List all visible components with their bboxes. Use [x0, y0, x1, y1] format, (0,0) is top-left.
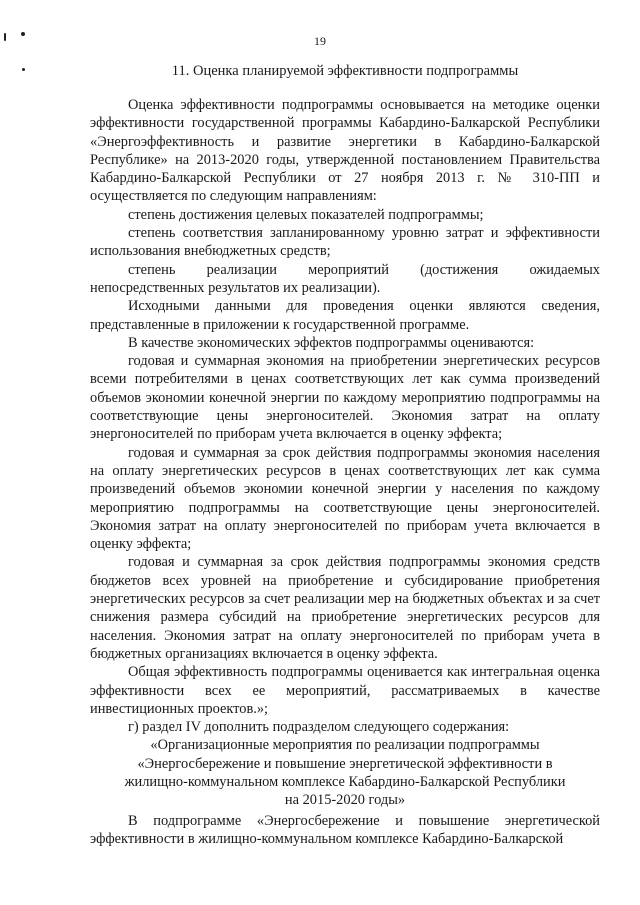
paragraph: степень соответствия запланированному уровню затрат и эффективности использования внебюджетных средств; [90, 225, 600, 260]
paragraph: годовая и суммарная за срок действия подпрограммы экономия средств бюджетов всех уровней на приобретение и субсидирование приобретения энергетических ресурсов за счет реализации мер на бюджетных объектах и за счет снижения размера субсидий на приобретение энергетических ресурсов для населения. Экономия затрат на оплату энергоносителей по приборам учета в бюджетных организациях включается в оценку эффекта. [90, 554, 600, 662]
paragraph: В подпрограмме «Энергосбережение и повышение энергетической эффективности в жилищно-коммунальном комплексе Кабардино-Балкарской [90, 813, 600, 848]
paragraph: годовая и суммарная за срок действия подпрограммы экономия населения на оплату энергетических ресурсов в ценах соответствующих лет как сумма произведений объемов экономии конечной энергии у населения по каждому мероприятию подпрограммы на соответствующие цены энергоносителей. Экономия затрат на оплату энергоносителей по приборам учета включается в оценку эффекта; [90, 444, 600, 553]
centered-title-line: на 2015-2020 годы» [284, 792, 406, 809]
paragraph: г) раздел IV дополнить подразделом следующего содержания: [128, 719, 510, 736]
paragraph: степень достижения целевых показателей подпрограммы; [128, 206, 484, 223]
paragraph: Общая эффективность подпрограммы оценивается как интегральная оценка эффективности всех ее мероприятий, рассматриваемых в качестве инвестиционных проектов.»; [90, 664, 600, 717]
paragraph: годовая и суммарная экономия на приобретении энергетических ресурсов всеми потребителями в ценах соответствующих лет как сумма произведений объемов экономии конечной энергии по каждому мероприятию подпрограммы на соответствующие цены энергоносителей. Экономия затрат на оплату энергоносителей по приборам учета включается в оценку эффекта; [90, 353, 600, 443]
page-number: 19 [314, 34, 326, 48]
paragraph: В качестве экономических эффектов подпрограммы оцениваются: [128, 334, 535, 351]
document-body [90, 96, 600, 810]
centered-title-line: «Организационные мероприятия по реализации подпрограммы [150, 737, 540, 754]
paragraph: Исходными данными для проведения оценки являются сведения, представленные в приложении к государственной программе. [90, 298, 600, 333]
paragraph: Оценка эффективности подпрограммы основывается на методике оценки эффективности государственной программы Кабардино-Балкарской Республики «Энергоэффективность и развитие энергетики в Кабардино-Балкарской Республике» на 2013-2020 годы, утвержденной постановлением Правительства Кабардино-Балкарской Республики от 27 ноября 2013 г. № 310-ПП и осуществляется по следующим направлениям: [90, 97, 600, 205]
paragraph: степень реализации мероприятий (достижения ожидаемых непосредственных результатов их реализации). [90, 261, 600, 296]
centered-title-line: жилищно-коммунальном комплексе Кабардино-Балкарской Республики [124, 773, 566, 790]
section-heading: 11. Оценка планируемой эффективности подпрограммы [171, 63, 519, 79]
centered-title-line: «Энергосбережение и повышение энергетической эффективности в [137, 755, 553, 772]
margin-mark [22, 68, 25, 71]
final-paragraph-block [90, 812, 600, 849]
